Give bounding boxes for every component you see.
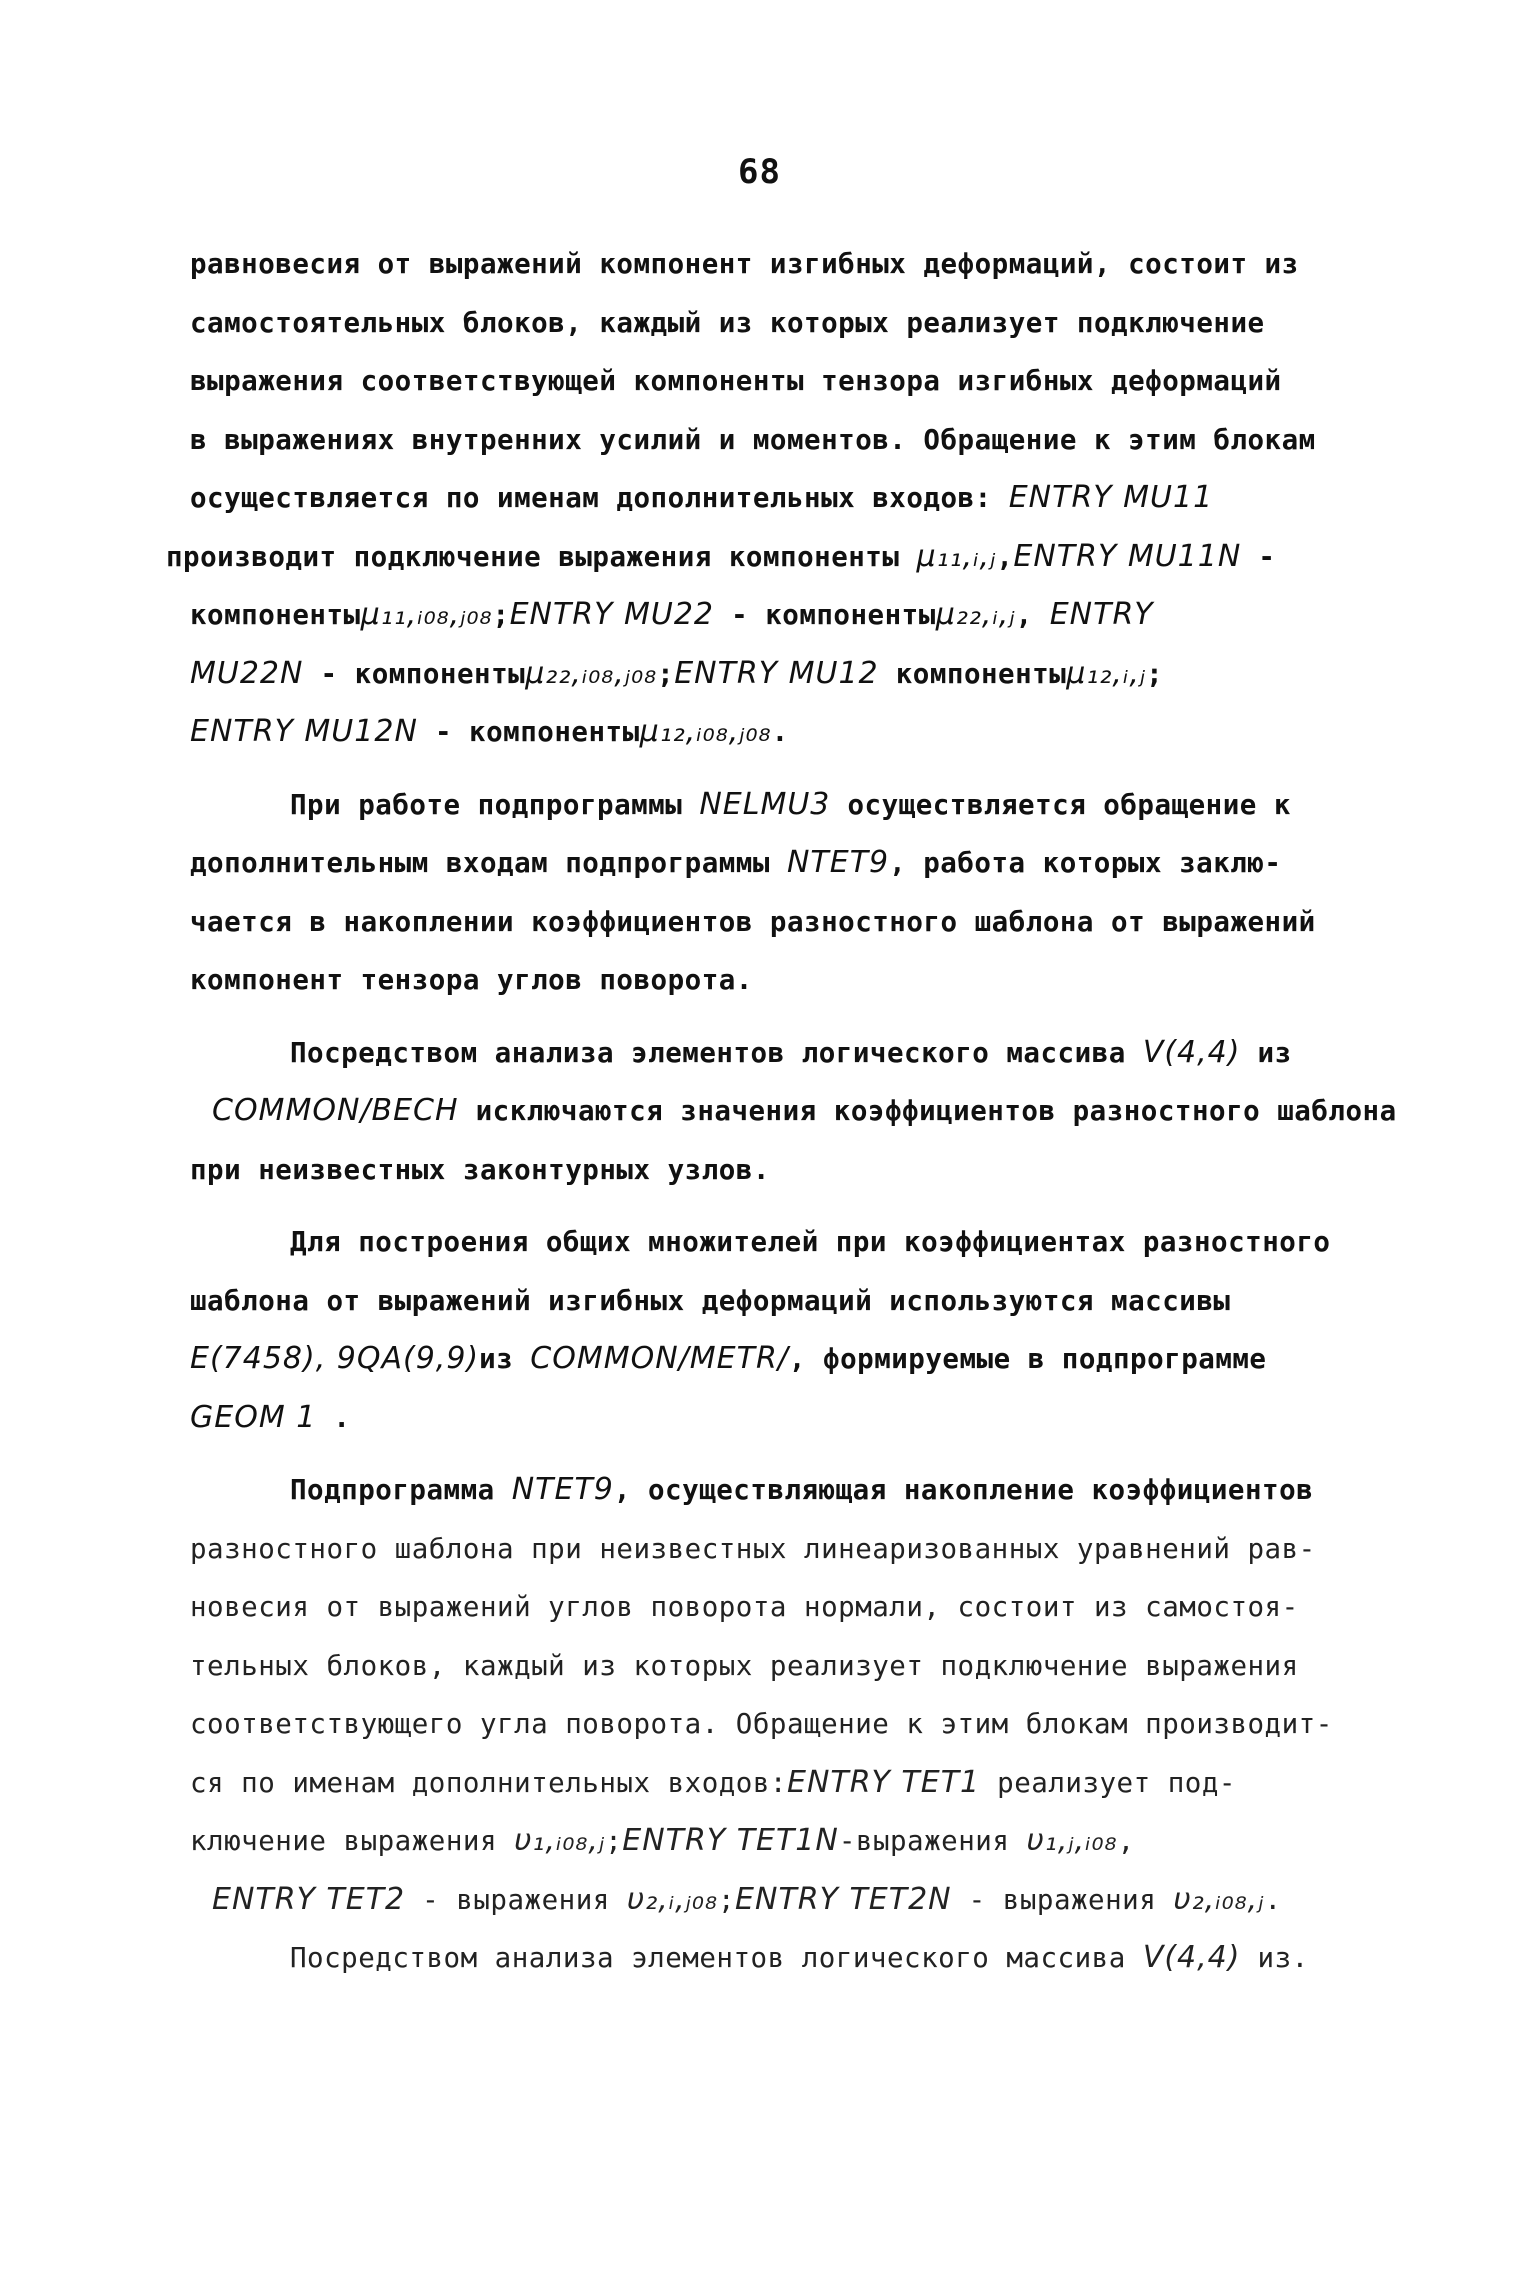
entry-name: ENTRY MU11 [1008, 480, 1214, 515]
text-line: равновесия от выражений компонент изгибных деформаций, состоит из [190, 248, 1299, 280]
math-symbol: υ₁,ⱼ,ᵢ₀₈ [1026, 1823, 1118, 1858]
text-line [190, 586, 1450, 645]
entry-name: ENTRY TET2 [212, 1881, 406, 1917]
text-fragment: дополнительным входам подпрограммы [190, 847, 787, 879]
entry-name: ENTRY TET1 [786, 1764, 981, 1800]
text-fragment: -выражения [838, 1825, 1027, 1857]
text-fragment: компоненты [190, 599, 361, 631]
math-symbol: μ₁₂,ᵢ,ⱼ [1066, 655, 1147, 691]
entry-name: ENTRY TET1N [622, 1823, 839, 1858]
text-fragment: - выражения [405, 1883, 627, 1916]
text-fragment: , [996, 540, 1014, 573]
text-line [190, 645, 1450, 704]
text-fragment: , осуществляющая накопление коэффициентов [613, 1474, 1314, 1506]
text-fragment: . [316, 1401, 351, 1434]
text-fragment: - компоненты [417, 716, 640, 748]
entry-name: ENTRY TET2N [735, 1881, 952, 1917]
text-line: шаблона от выражений изгибных деформаций используются массивы [190, 1284, 1231, 1317]
paragraph [190, 1024, 1450, 1200]
text-line: при неизвестных законтурных узлов. [190, 1153, 770, 1186]
text-line: самостоятельных блоков, каждый из которых реализует подключение [190, 306, 1265, 339]
math-symbol: μ₂₂,ᵢ₀₈,ⱼ₀₈ [525, 655, 658, 691]
text-fragment: из [479, 1343, 531, 1375]
page-number: 68 [738, 152, 781, 192]
text-line [190, 1754, 1450, 1813]
text-fragment: осуществляется обращение к [830, 788, 1291, 821]
text-line [190, 703, 1450, 762]
array-name: V(4,4) [1142, 1034, 1241, 1070]
text-fragment: из [1240, 1036, 1292, 1069]
text-fragment: Посредством анализа элементов логического массива [290, 1036, 1143, 1069]
math-symbol: υ₂,ᵢ,ⱼ₀₈ [626, 1881, 718, 1917]
text-line [190, 1929, 1450, 1988]
text-fragment: , работа которых заклю- [889, 847, 1282, 879]
common-block-name: COMMON/METR/ [530, 1341, 789, 1376]
entry-name: ENTRY [1049, 597, 1154, 632]
text-fragment: , формируемые в подпрограмме [788, 1343, 1267, 1375]
subroutine-name: NTET9 [786, 845, 890, 880]
text-fragment: - [1241, 540, 1276, 573]
text-fragment: из. [1240, 1942, 1309, 1974]
text-fragment: - выражения [951, 1883, 1174, 1916]
text-line [166, 528, 1450, 587]
text-fragment: ключение выражения [190, 1825, 515, 1857]
text-fragment: осуществляется по именам дополнительных входов: [190, 482, 992, 514]
text-line: чается в накоплении коэффициентов разностного шаблона от выражений [190, 905, 1316, 938]
math-symbol: μ₁₁,ᵢ,ⱼ [916, 538, 997, 574]
text-fragment: компоненты [878, 657, 1067, 690]
text-fragment: исключаются значения коэффициентов разностного шаблона [458, 1095, 1397, 1127]
paragraph [166, 235, 1450, 762]
math-symbol: μ₁₁,ᵢ₀₈,ⱼ₀₈ [360, 597, 493, 632]
text-line [190, 1389, 1450, 1448]
text-fragment: ; [605, 1825, 623, 1857]
text-line: выражения соответствующей компоненты тензора изгибных деформаций [190, 365, 1282, 397]
entry-name: MU22N [190, 655, 304, 691]
text-fragment: ; [1146, 657, 1164, 690]
text-fragment: Посредством анализа элементов логического массива [290, 1942, 1143, 1974]
text-fragment: При работе подпрограммы [290, 788, 700, 821]
text-fragment: . [771, 716, 789, 748]
text-line [190, 1024, 1450, 1083]
entry-name: ENTRY MU22 [509, 597, 715, 632]
paragraph [190, 1929, 1450, 1988]
text-fragment: ; [657, 657, 675, 690]
subroutine-name: NTET9 [511, 1472, 614, 1507]
common-block-name: COMMON/BECH [212, 1093, 459, 1128]
text-line [190, 834, 1450, 893]
text-line: соответствующего угла поворота. Обращение к этим блокам производит- [190, 1708, 1333, 1740]
text-line: компонент тензора углов поворота. [190, 964, 753, 996]
entry-name: ENTRY MU11N [1013, 538, 1242, 574]
text-line [190, 1871, 1450, 1930]
text-line [190, 1082, 1450, 1141]
text-fragment: - компоненты [714, 599, 936, 631]
text-fragment: производит подключение выражения компоненты [166, 540, 900, 573]
math-symbol: υ₁,ᵢ₀₈,ⱼ [514, 1823, 606, 1858]
text-fragment: , [1015, 599, 1033, 631]
subroutine-name: GEOM 1 [190, 1399, 317, 1435]
text-line [190, 776, 1450, 835]
text-line [190, 469, 1450, 528]
paragraph [190, 1213, 1450, 1447]
text-line: тельных блоков, каждый из которых реализует подключение выражения [190, 1649, 1299, 1682]
array-name: E(7458), 9QA(9,9) [190, 1341, 480, 1376]
body-text [166, 235, 1450, 1988]
text-line [190, 1461, 1450, 1520]
text-line: новесия от выражений углов поворота нормали, состоит из самостоя- [190, 1591, 1299, 1623]
math-symbol: μ₂₂,ᵢ,ⱼ [935, 597, 1016, 632]
text-line [190, 1330, 1450, 1389]
math-symbol: μ₁₂,ᵢ₀₈,ⱼ₀₈ [639, 714, 772, 749]
text-fragment: , [1117, 1825, 1135, 1857]
paragraph [190, 776, 1450, 1010]
text-fragment: Подпрограмма [290, 1474, 512, 1506]
array-name: V(4,4) [1142, 1940, 1241, 1975]
text-line: в выражениях внутренних усилий и моментов. Обращение к этим блокам [190, 423, 1316, 456]
text-fragment: ся по именам дополнительных входов: [190, 1766, 787, 1799]
text-fragment: . [1264, 1883, 1282, 1916]
text-line [190, 1812, 1450, 1871]
text-line: разностного шаблона при неизвестных линеаризованных уравнений рав- [190, 1532, 1316, 1565]
text-fragment: ; [492, 599, 510, 631]
entry-name: ENTRY MU12N [190, 714, 418, 749]
math-symbol: υ₂,ᵢ₀₈,ⱼ [1173, 1881, 1265, 1917]
text-fragment: реализует под- [980, 1766, 1236, 1799]
subroutine-name: NELMU3 [699, 786, 831, 822]
text-fragment: ; [717, 1883, 736, 1916]
text-fragment: - компоненты [303, 657, 526, 690]
entry-name: ENTRY MU12 [674, 655, 879, 691]
text-line: Для построения общих множителей при коэффициентах разностного [290, 1226, 1331, 1258]
paragraph [190, 1461, 1450, 1929]
